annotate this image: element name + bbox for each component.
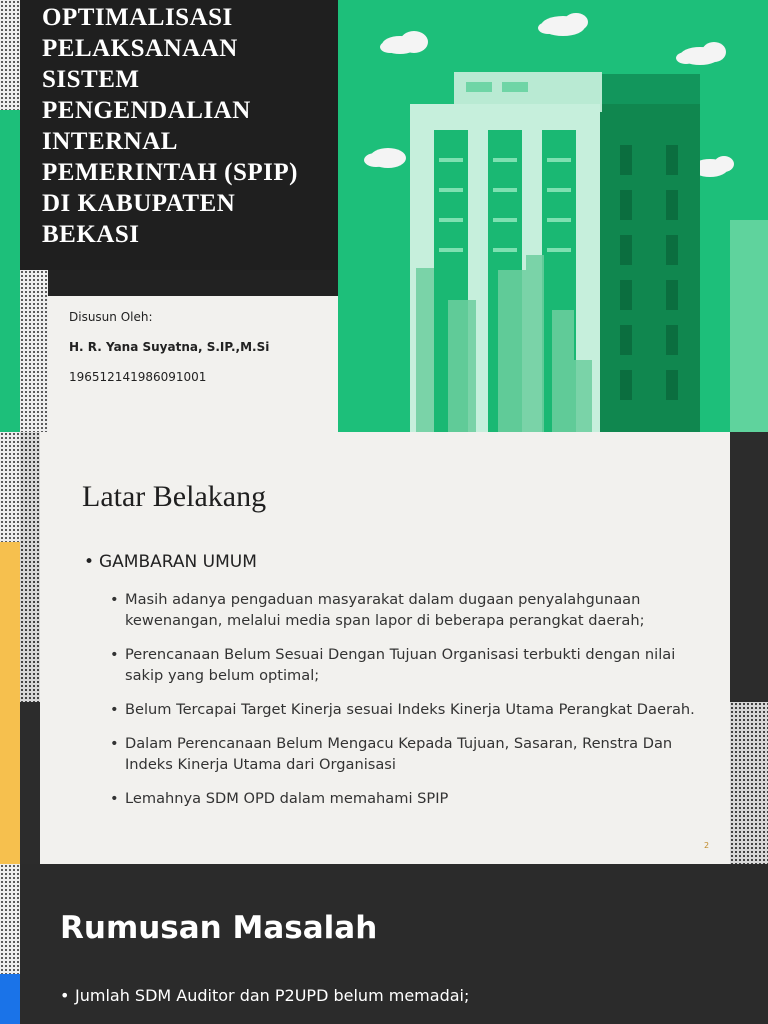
slide-3[interactable] — [0, 864, 768, 1024]
accent-dot-block-right — [730, 702, 768, 864]
section-heading: Rumusan Masalah — [60, 910, 378, 946]
author-dot-band — [20, 270, 48, 432]
city-illustration — [338, 0, 768, 432]
left-yellow-strip — [0, 542, 20, 864]
building-icon — [338, 0, 768, 432]
left-green-strip — [0, 110, 20, 432]
page-number: 2 — [704, 841, 710, 850]
slide-2[interactable] — [0, 432, 768, 864]
background-list — [110, 589, 710, 809]
compiled-by-label: Disusun Oleh: — [69, 310, 153, 324]
left-dot-strip — [0, 0, 20, 110]
slide-1[interactable] — [0, 0, 768, 432]
author-name: H. R. Yana Suyatna, S.IP.,M.Si — [69, 340, 270, 354]
list-item: • Belum Tercapai Target Kinerja sesuai Indeks Kinerja Utama Perangkat Daerah. — [110, 699, 710, 720]
section-heading: Latar Belakang — [82, 480, 267, 513]
list-item: • Dalam Perencanaan Belum Mengacu Kepada Tujuan, Sasaran, Renstra Dan Indeks Kinerja Utama dari Organisasi — [110, 733, 710, 775]
left-dot-strip — [0, 432, 20, 542]
presentation-title: OPTIMALISASI PELAKSANAAN SISTEM PENGENDALIAN INTERNAL PEMERINTAH (SPIP) DI KABUPATEN BEKASI — [42, 4, 298, 248]
list-item: • Jumlah SDM Auditor dan P2UPD belum memadai; — [60, 986, 768, 1005]
left-blue-strip — [0, 974, 20, 1024]
left-dot-strip — [0, 864, 20, 974]
list-item: • Perencanaan Belum Sesuai Dengan Tujuan Organisasi terbukti dengan nilai sakip yang belum optimal; — [110, 644, 710, 686]
list-item: • Lemahnya SDM OPD dalam memahami SPIP — [110, 788, 710, 809]
author-nip: 196512141986091001 — [69, 370, 207, 384]
list-item: • Masih adanya pengaduan masyarakat dalam dugaan penyalahgunaan kewenangan, melalui media span lapor di beberapa perangkat daerah; — [110, 589, 710, 631]
section-subheading: • GAMBARAN UMUM — [84, 552, 768, 572]
